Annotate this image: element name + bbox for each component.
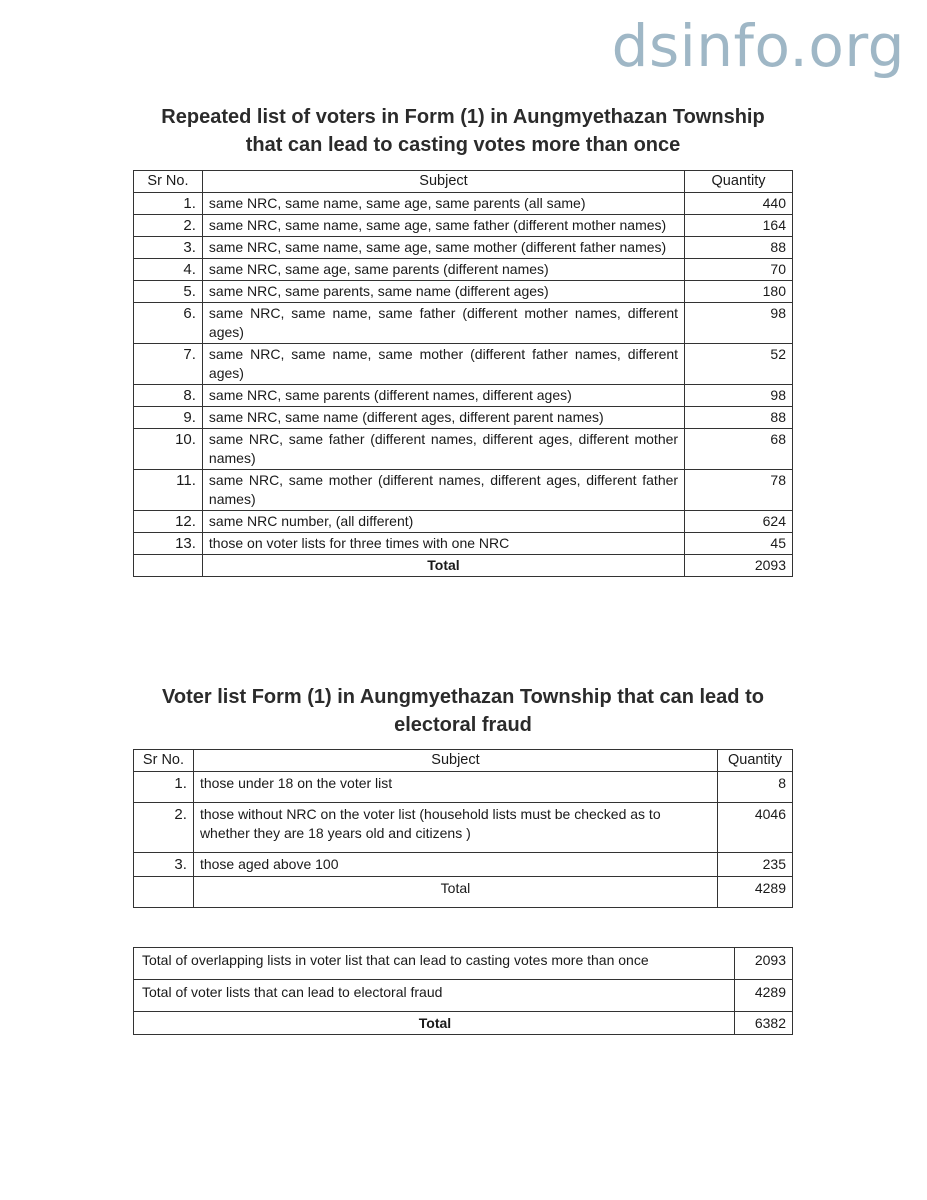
repeated-voters-table <box>133 170 793 577</box>
section2-title <box>133 683 793 739</box>
row-subject: same NRC, same name (different ages, different parent names) <box>202 407 684 429</box>
row-sr: 6. <box>134 303 203 344</box>
row-sr: 8. <box>134 385 203 407</box>
total-label: Total <box>202 555 684 577</box>
row-sr: 1. <box>134 772 194 803</box>
section1-title-line1: Repeated list of voters in Form (1) in Aungmyethazan Township <box>161 106 765 128</box>
row-sr: 2. <box>134 803 194 853</box>
table-row <box>134 303 793 344</box>
table-row <box>134 511 793 533</box>
row-sr: 7. <box>134 344 203 385</box>
row-quantity: 624 <box>685 511 793 533</box>
row-quantity: 440 <box>685 193 793 215</box>
electoral-fraud-table <box>133 749 793 908</box>
row-subject: same NRC, same name, same age, same parents (all same) <box>202 193 684 215</box>
row-sr: 4. <box>134 259 203 281</box>
table-row <box>134 772 793 803</box>
header-sr: Sr No. <box>134 750 194 772</box>
total-sr-empty <box>134 877 194 908</box>
summary-total-row <box>134 1012 793 1035</box>
row-subject: those without NRC on the voter list (household lists must be checked as to whether they are 18 years old and citizens ) <box>193 803 717 853</box>
row-quantity: 98 <box>685 303 793 344</box>
table-row <box>134 193 793 215</box>
table-row <box>134 344 793 385</box>
total-row <box>134 555 793 577</box>
row-quantity: 78 <box>685 470 793 511</box>
section2-title-line2: electoral fraud <box>394 714 532 736</box>
row-quantity: 4046 <box>718 803 793 853</box>
row-sr: 12. <box>134 511 203 533</box>
header-sr: Sr No. <box>134 171 203 193</box>
table-header-row <box>134 750 793 772</box>
table-row <box>134 853 793 877</box>
row-subject: same NRC, same name, same mother (different father names, different ages) <box>202 344 684 385</box>
row-subject: same NRC, same parents, same name (different ages) <box>202 281 684 303</box>
row-subject: those on voter lists for three times with one NRC <box>202 533 684 555</box>
header-subject: Subject <box>193 750 717 772</box>
summary-value: 4289 <box>735 980 793 1012</box>
row-sr: 9. <box>134 407 203 429</box>
row-sr: 3. <box>134 853 194 877</box>
row-subject: same NRC, same parents (different names, different ages) <box>202 385 684 407</box>
row-quantity: 88 <box>685 407 793 429</box>
row-subject: those aged above 100 <box>193 853 717 877</box>
row-quantity: 164 <box>685 215 793 237</box>
section2-title-line1: Voter list Form (1) in Aungmyethazan Township that can lead to <box>162 686 764 708</box>
header-subject: Subject <box>202 171 684 193</box>
total-row <box>134 877 793 908</box>
header-quantity: Quantity <box>718 750 793 772</box>
row-quantity: 88 <box>685 237 793 259</box>
table-row <box>134 237 793 259</box>
row-quantity: 235 <box>718 853 793 877</box>
row-sr: 3. <box>134 237 203 259</box>
table-row <box>134 533 793 555</box>
summary-label: Total of overlapping lists in voter list that can lead to casting votes more than once <box>134 948 735 980</box>
row-quantity: 8 <box>718 772 793 803</box>
row-subject: same NRC, same mother (different names, different ages, different father names) <box>202 470 684 511</box>
table-header-row <box>134 171 793 193</box>
row-subject: same NRC, same name, same father (different mother names, different ages) <box>202 303 684 344</box>
total-label: Total <box>193 877 717 908</box>
table-row <box>134 385 793 407</box>
row-sr: 11. <box>134 470 203 511</box>
row-subject: same NRC, same father (different names, different ages, different mother names) <box>202 429 684 470</box>
table-row <box>134 215 793 237</box>
section1-title-line2: that can lead to casting votes more than once <box>245 134 681 156</box>
row-quantity: 180 <box>685 281 793 303</box>
row-quantity: 68 <box>685 429 793 470</box>
row-subject: those under 18 on the voter list <box>193 772 717 803</box>
row-quantity: 70 <box>685 259 793 281</box>
summary-value: 2093 <box>735 948 793 980</box>
row-sr: 2. <box>134 215 203 237</box>
row-quantity: 45 <box>685 533 793 555</box>
table-row <box>134 803 793 853</box>
total-value: 2093 <box>685 555 793 577</box>
summary-total-value: 6382 <box>735 1012 793 1035</box>
total-sr-empty <box>134 555 203 577</box>
table-row <box>134 281 793 303</box>
row-sr: 13. <box>134 533 203 555</box>
summary-total-label: Total <box>134 1012 735 1035</box>
watermark-logo: dsinfo.org <box>611 12 905 80</box>
table-row <box>134 407 793 429</box>
summary-label: Total of voter lists that can lead to electoral fraud <box>134 980 735 1012</box>
row-subject: same NRC, same age, same parents (different names) <box>202 259 684 281</box>
summary-table <box>133 947 793 1035</box>
row-sr: 1. <box>134 193 203 215</box>
row-quantity: 98 <box>685 385 793 407</box>
header-quantity: Quantity <box>685 171 793 193</box>
row-sr: 10. <box>134 429 203 470</box>
summary-row <box>134 948 793 980</box>
summary-row <box>134 980 793 1012</box>
row-subject: same NRC, same name, same age, same father (different mother names) <box>202 215 684 237</box>
table-row <box>134 259 793 281</box>
row-sr: 5. <box>134 281 203 303</box>
row-subject: same NRC, same name, same age, same mother (different father names) <box>202 237 684 259</box>
row-subject: same NRC number, (all different) <box>202 511 684 533</box>
section1-title <box>133 103 793 159</box>
total-value: 4289 <box>718 877 793 908</box>
table-row <box>134 470 793 511</box>
row-quantity: 52 <box>685 344 793 385</box>
table-row <box>134 429 793 470</box>
